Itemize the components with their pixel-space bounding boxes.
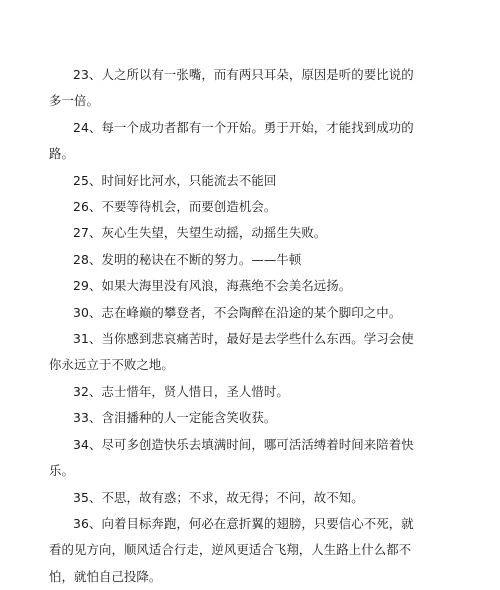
quote-number: 34、 xyxy=(73,436,102,452)
quote-item-31 xyxy=(49,326,425,379)
quote-item-29 xyxy=(49,273,425,299)
quote-number: 31、 xyxy=(73,331,102,347)
quote-item-24 xyxy=(49,115,425,168)
quote-number: 25、 xyxy=(73,172,102,188)
quote-text: 当你感到悲哀痛苦时，最好是去学些什么东西。学习会使你永远立于不败之地。 xyxy=(49,331,414,373)
quote-list xyxy=(49,62,425,590)
quote-number: 27、 xyxy=(73,225,102,241)
quote-text: 发明的秘诀在不断的努力。——牛顿 xyxy=(101,251,302,267)
quote-item-23 xyxy=(49,62,425,115)
quote-number: 36、 xyxy=(73,515,102,531)
quote-text: 不思，故有惑；不求，故无得；不问，故不知。 xyxy=(101,489,364,505)
quote-item-32 xyxy=(49,379,425,405)
quote-item-28 xyxy=(49,247,425,273)
quote-item-30 xyxy=(49,300,425,326)
quote-number: 32、 xyxy=(73,383,102,399)
quote-item-27 xyxy=(49,220,425,246)
quote-text: 尽可多创造快乐去填满时间，哪可活活缚着时间来陪着快乐。 xyxy=(49,436,414,479)
quote-text: 向着目标奔跑，何必在意折翼的翅膀，只要信心不死，就看的见方向，顺风适合行走，逆风更适合飞翔，人生路上什么都不怕，就怕自己投降。 xyxy=(49,515,414,584)
quote-item-35 xyxy=(49,485,425,511)
quote-number: 24、 xyxy=(73,119,102,135)
quote-text: 志士惜年，贤人惜日，圣人惜时。 xyxy=(101,383,289,399)
quote-text: 志在峰巅的攀登者，不会陶醉在沿途的某个脚印之中。 xyxy=(101,304,402,320)
quote-number: 35、 xyxy=(73,489,102,505)
quote-number: 26、 xyxy=(73,199,102,215)
quote-item-36 xyxy=(49,511,425,590)
quote-number: 30、 xyxy=(73,304,102,320)
quote-text: 含泪播种的人一定能含笑收获。 xyxy=(101,410,277,426)
quote-item-33 xyxy=(49,405,425,431)
quote-text: 不要等待机会，而要创造机会。 xyxy=(101,199,277,215)
quote-number: 23、 xyxy=(73,67,102,82)
quote-text: 如果大海里没有风浪，海燕绝不会美名远扬。 xyxy=(101,278,352,294)
quote-text: 时间好比河水，只能流去不能回 xyxy=(101,172,277,188)
quote-item-25 xyxy=(49,168,425,194)
quote-number: 28、 xyxy=(73,251,102,267)
quote-item-26 xyxy=(49,194,425,220)
quote-number: 33、 xyxy=(73,410,102,426)
quote-text: 人之所以有一张嘴，而有两只耳朵，原因是听的要比说的多一倍。 xyxy=(49,67,414,109)
quote-text: 每一个成功者都有一个开始。勇于开始，才能找到成功的路。 xyxy=(49,119,414,162)
quote-number: 29、 xyxy=(73,278,102,294)
quote-text: 灰心生失望，失望生动摇，动摇生失败。 xyxy=(101,225,327,241)
quote-item-34 xyxy=(49,432,425,485)
